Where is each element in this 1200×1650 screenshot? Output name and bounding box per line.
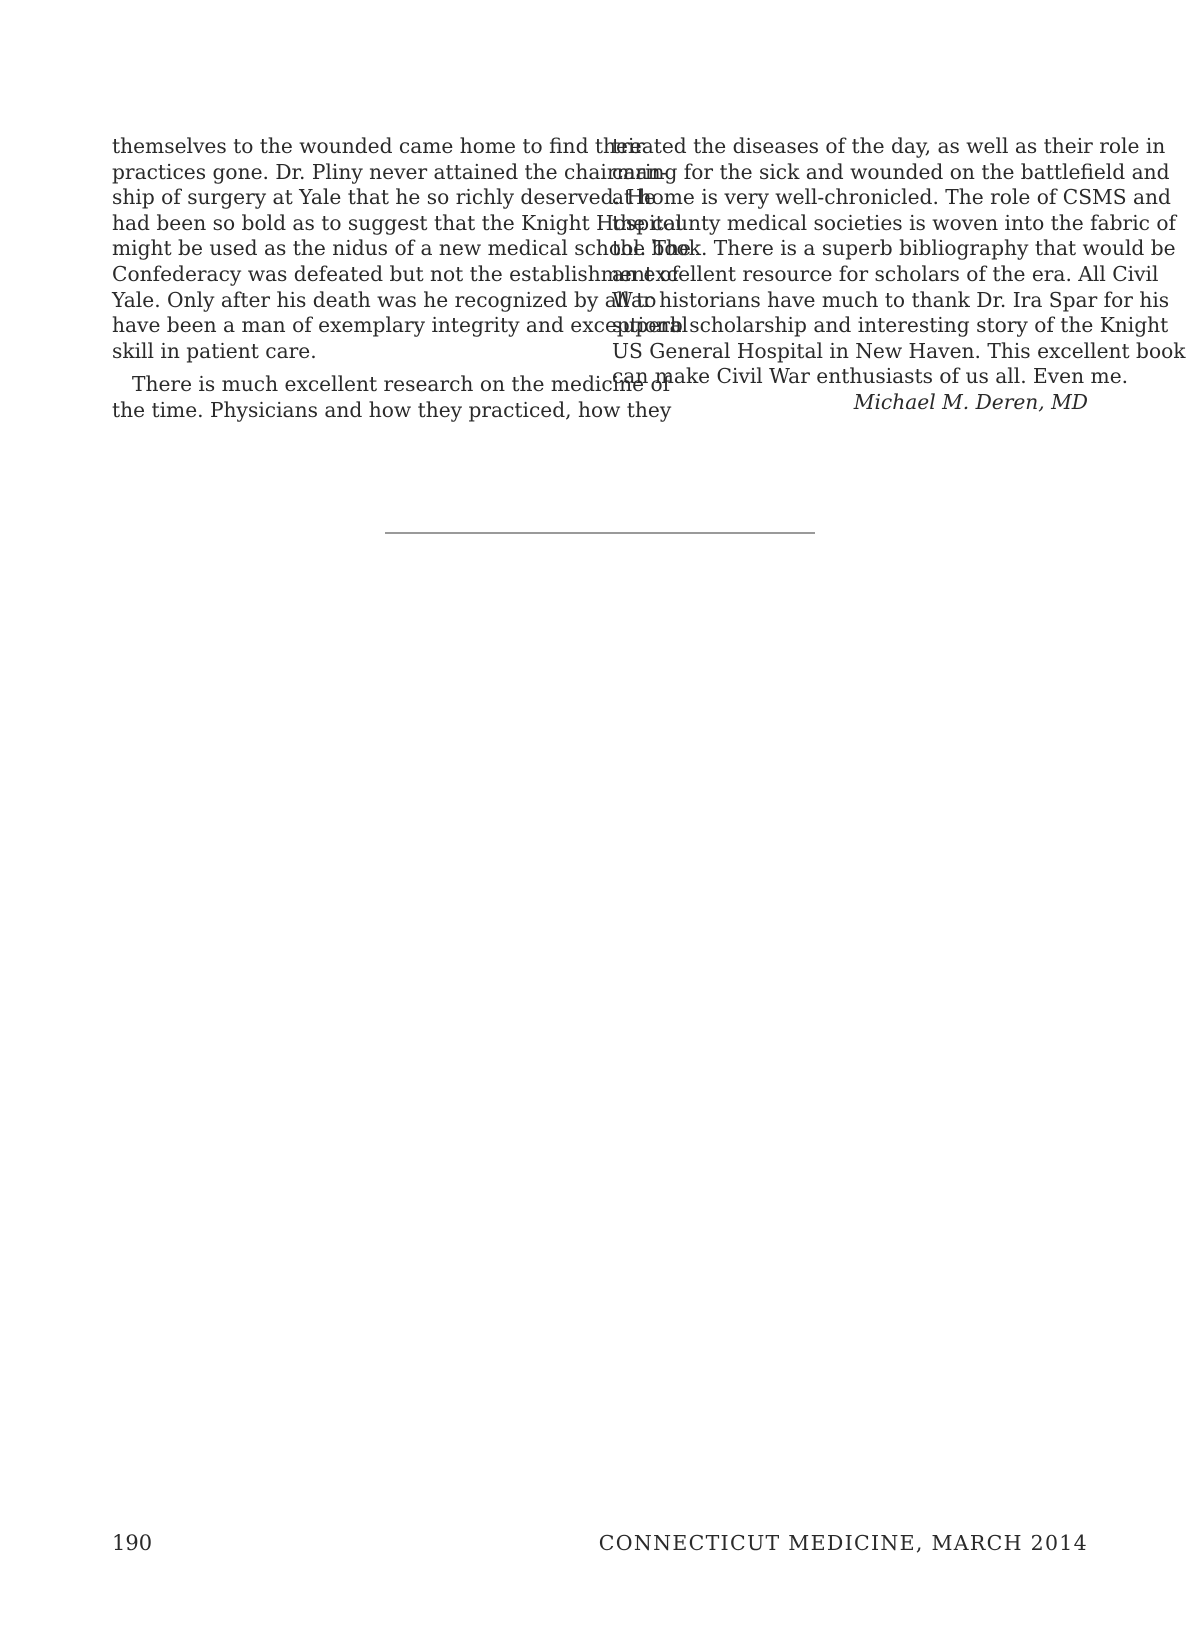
text-line: War historians have much to thank Dr. Ira Spar for his [612,287,1170,312]
text-line: superb scholarship and interesting story of the Knight [612,313,1169,338]
section-divider [385,532,815,534]
text-line: US General Hospital in New Haven. This excellent book [612,338,1186,363]
paragraph-spacer [112,364,588,372]
author-signature: Michael M. Deren, MD [853,389,1088,414]
text-line: Yale. Only after his death was he recognized by all to [112,287,657,312]
text-line: treated the diseases of the day, as well as their role in [612,134,1166,158]
text-line: might be used as the nidus of a new medical school. The [112,236,691,261]
text-line: have been a man of exemplary integrity and exceptional [112,313,689,338]
paragraph-1 [112,134,691,364]
text-line: There is much excellent research on the medicine of [132,372,671,397]
text-line: the time. Physicians and how they practiced, how they [112,397,672,422]
journal-running-footer: CONNECTICUT MEDICINE, MARCH 2014 [598,1531,1088,1555]
text-line: themselves to the wounded came home to find their [112,134,645,158]
text-line: Confederacy was defeated but not the establishment of [112,261,680,286]
text-line: at home is very well-chronicled. The role of CSMS and [612,185,1171,210]
text-line: the county medical societies is woven into the fabric of [612,210,1177,235]
text-line: ship of surgery at Yale that he so richly deserved. He [112,185,656,210]
text-line: an excellent resource for scholars of the era. All Civil [612,261,1159,286]
text-line: the book. There is a superb bibliography that would be [612,236,1176,261]
text-line: skill in patient care. [112,338,317,363]
text-line: had been so bold as to suggest that the Knight Hospital [112,210,683,235]
left-column [112,134,691,424]
text-line: practices gone. Dr. Pliny never attained the chairman- [112,159,668,184]
text-line: can make Civil War enthusiasts of us all. Even me. [612,364,1129,389]
right-column [612,134,1186,416]
paragraph-2 [112,372,672,423]
page-number: 190 [112,1531,153,1555]
text-line: caring for the sick and wounded on the battlefield and [612,159,1170,184]
